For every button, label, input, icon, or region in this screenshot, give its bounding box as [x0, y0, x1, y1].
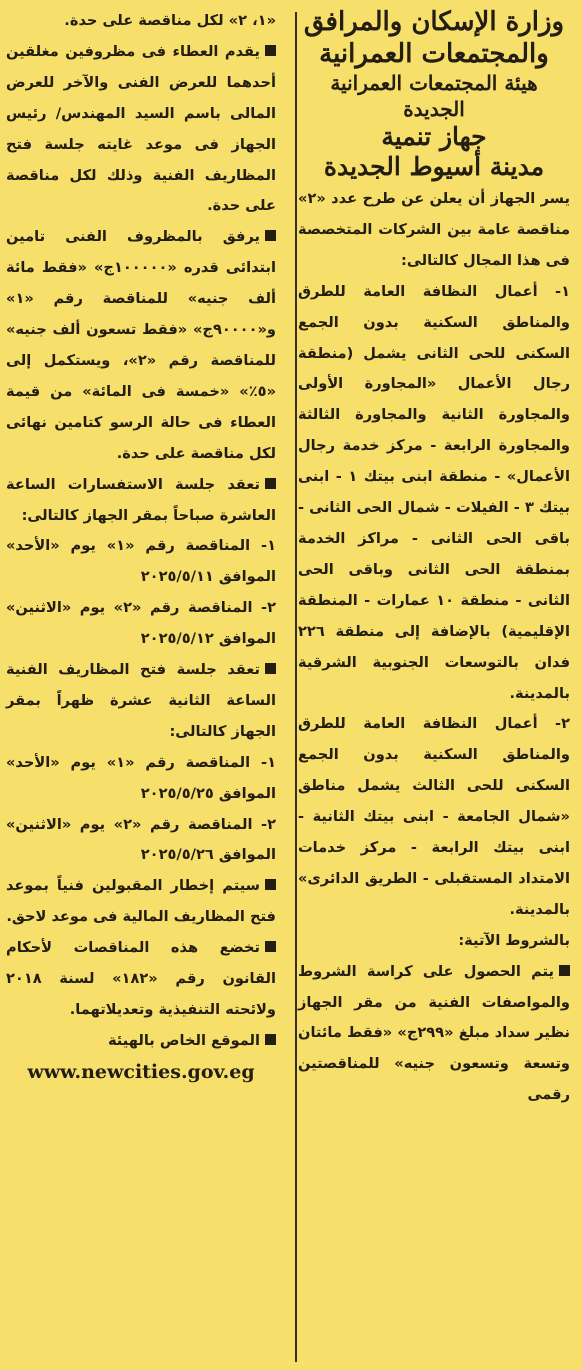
envelope-paragraph: [6, 37, 276, 222]
square-bullet-icon: [265, 941, 276, 952]
tender-item-2: ٢- أعمال النظافة العامة للطرق والمناطق السكنية بدون الجمع السكنى للحى الثالث يشمل مناطق «شمال الجامعة - ابنى بيتك الثانية - ابنى بيتك الرابعة - مركز خدمات الامتداد المستقبلى - الطريق الدائرى» بالمدينة.: [298, 715, 570, 918]
city-title: مدينة أسيوط الجديدة: [323, 152, 545, 181]
right-column: [298, 6, 570, 1111]
law-paragraph: [6, 933, 276, 1026]
agency-title: جهاز تنمية: [381, 122, 487, 151]
square-bullet-icon: [265, 663, 276, 674]
intro-text: يسر الجهاز أن يعلن عن طرح عدد «٢» مناقصة عامة بين الشركات المتخصصة فى هذا المجال كالتالى:: [298, 190, 570, 269]
condition-1-text: يتم الحصول على كراسة الشروط والمواصفات الفنية من مقر الجهاز نظير سداد مبلغ «٢٩٩ج» «فقط مائتان وتسعة وتسعون جنيه» للمناقصتين رقمى: [298, 962, 571, 1104]
inquiry-session-paragraph: [6, 470, 276, 532]
envelope-text: يقدم العطاء فى مظروفين مغلقين أحدهما للعرض الفنى والآخر للعرض المالى باسم السيد المهندس/ رئيس الجهاز فى موعد غايته جلسة فتح المظاريف الفنية وذلك لكل مناقصة على حدة.: [6, 42, 276, 215]
square-bullet-icon: [265, 45, 276, 56]
insurance-text: يرفق بالمظروف الفنى تامين ابتدائى قدره «١٠٠٠٠٠ج» «فقط مائة ألف جنيه» للمناقصة رقم «١» و«٩٠٠٠٠ج» «فقط تسعون ألف جنيه» للمناقصة رقم «٢»، ويستكمل إلى «٥٪» «خمسة فى المائة» من قيمة العطاء فى حالة الرسو كتامين نهائى لكل مناقصة على حدة.: [6, 228, 276, 462]
technical-opening-1: ١- المناقصة رقم «١» يوم «الأحد» الموافق ٢٠٢٥/٥/٢٥: [6, 753, 276, 802]
square-bullet-icon: [265, 478, 276, 489]
inquiry-session-2: ٢- المناقصة رقم «٢» يوم «الاثنين» الموافق ٢٠٢٥/٥/١٢: [6, 599, 277, 648]
square-bullet-icon: [265, 230, 276, 241]
inquiry-session-text: تعقد جلسة الاستفسارات الساعة العاشرة صباحاً بمقر الجهاز كالتالى:: [6, 475, 276, 524]
square-bullet-icon: [559, 965, 570, 976]
continuation-text: «١، ٢» لكل مناقصة على حدة.: [64, 12, 276, 29]
technical-opening-text: تعقد جلسة فتح المظاريف الفنية الساعة الثانية عشرة ظهراً بمقر الجهاز كالتالى:: [6, 661, 276, 740]
website-link[interactable]: www.newcities.gov.eg: [27, 1060, 255, 1083]
tender-item-1: ١- أعمال النظافة العامة للطرق والمناطق السكنية بدون الجمع السكنى للحى الثانى يشمل (منطقة رجال الأعمال «المجاورة الأولى والمجاورة الثانية والمجاورة الثالثة والمجاورة الرابعة - مركز خدمة رجال الأعمال» - منطقة ابنى بيتك ١ - ابنى بيتك ٣ - الفيلات - شمال الحى الثانى - باقى الحى الثانى - مراكز الخدمة بمنطقة الحى الثانى وباقى الحى الثانى - منطقة ١٠ عمارات - المنطقة الإقليمية) بالإضافة إلى منطقة ٢٢٦ فدان بالتوسعات الجنوبية الشرقية بالمدينة.: [298, 282, 570, 702]
inquiry-session-1: ١- المناقصة رقم «١» يوم «الأحد» الموافق ٢٠٢٥/٥/١١: [6, 537, 276, 586]
insurance-paragraph: [6, 222, 276, 469]
conditions-label: بالشروط الآتية:: [458, 931, 570, 949]
authority-title: هيئة المجتمعات العمرانية الجديدة: [330, 71, 538, 121]
technical-opening-paragraph: [6, 655, 276, 748]
square-bullet-icon: [265, 1034, 276, 1045]
ministry-title: وزارة الإسكان والمرافق والمجتمعات العمرانية: [303, 7, 565, 69]
law-text: تخضع هذه المناقصات لأحكام القانون رقم «١٨٢» لسنة ٢٠١٨ ولائحته التنفيذية وتعديلاتهما.: [6, 939, 276, 1018]
left-column: [6, 6, 276, 1087]
notification-text: سيتم إخطار المقبولين فنياً بموعد فتح المظاريف المالية فى موعد لاحق.: [6, 877, 276, 926]
condition-1: [298, 957, 570, 1112]
technical-opening-2: ٢- المناقصة رقم «٢» يوم «الاثنين» الموافق ٢٠٢٥/٥/٢٦: [6, 815, 277, 864]
website-label: الموقع الخاص بالهيئة: [107, 1031, 260, 1049]
website-label-paragraph: [6, 1026, 276, 1057]
column-divider: [295, 12, 297, 1362]
notification-paragraph: [6, 871, 276, 933]
square-bullet-icon: [265, 879, 276, 890]
